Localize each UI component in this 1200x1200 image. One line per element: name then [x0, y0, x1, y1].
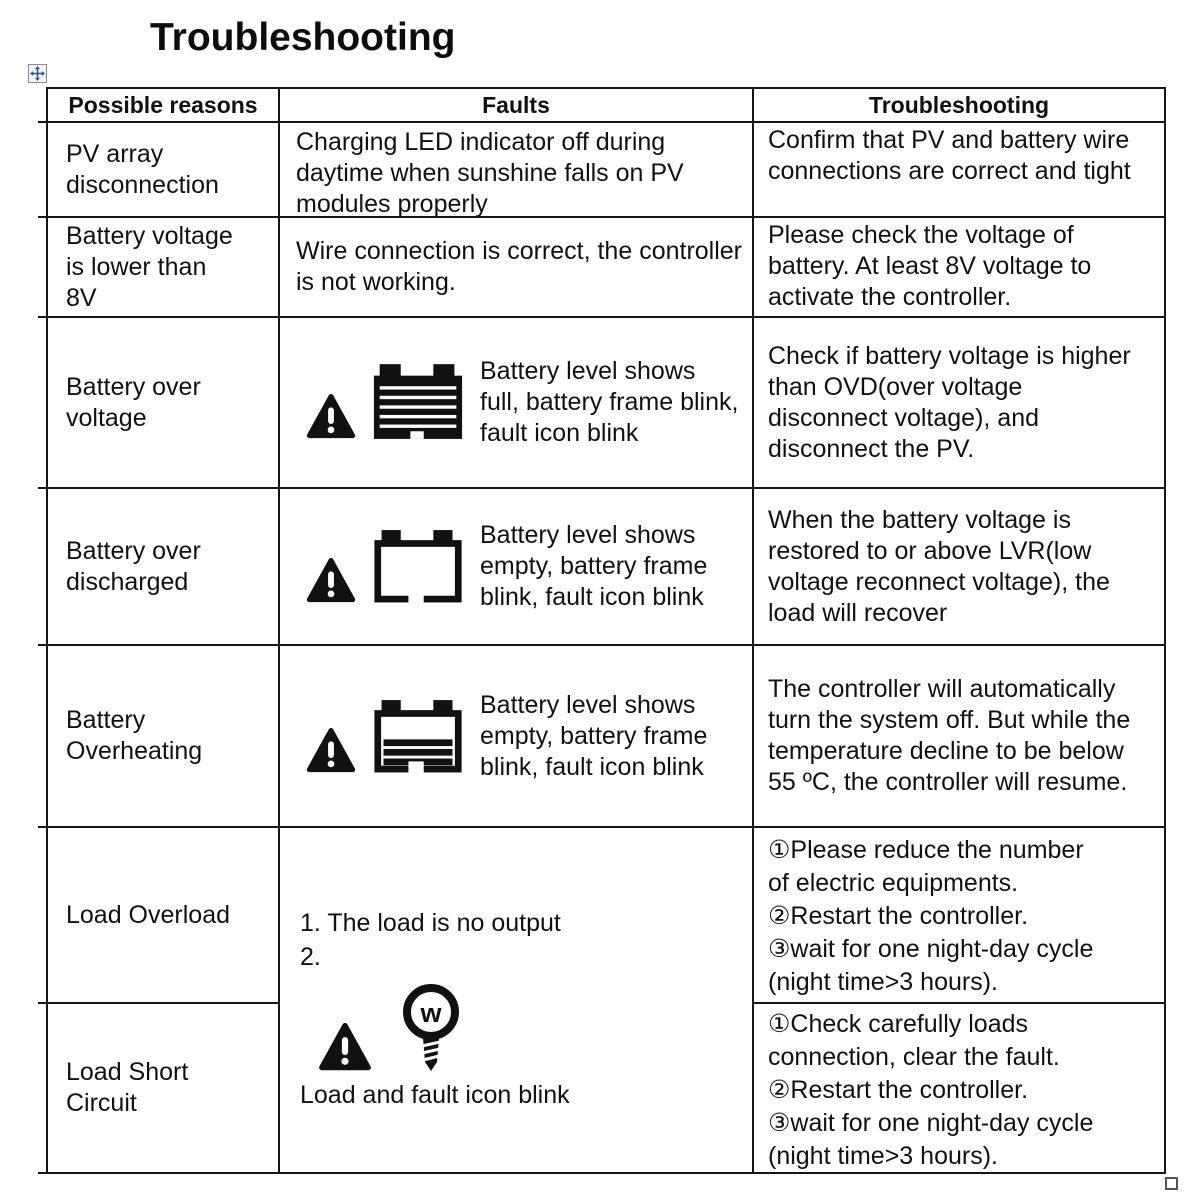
- fault-battery-voltage-low: [280, 218, 754, 318]
- fix-step: ②Restart the controller.: [768, 1076, 1029, 1104]
- warning-icon: [318, 1022, 372, 1072]
- fix-step: ③wait for one night-day cycle: [768, 1109, 1094, 1137]
- reason-text: Battery Overheating: [66, 706, 203, 765]
- warning-icon: [306, 727, 356, 774]
- fault-battery-overheating: [280, 646, 754, 828]
- load-fault-line-2: 2.: [300, 943, 321, 971]
- fix-step: ①Check carefully loads: [768, 1010, 1029, 1038]
- battery-empty-icon: [372, 528, 464, 605]
- fix-load-overload: [754, 828, 1166, 1004]
- move-arrows-icon: [30, 66, 45, 81]
- fix-step: (night time>3 hours).: [768, 1142, 998, 1170]
- fix-battery-voltage-low: Please check the voltage of battery. At least 8V voltage to activate the controller.: [754, 218, 1166, 318]
- reason-text: Load Overload: [66, 900, 231, 929]
- fix-text: The controller will automatically turn the system off. But while the temperature decline to be below 55 ºC, the controller will resume.: [768, 675, 1131, 796]
- fault-battery-over-discharged: [280, 489, 754, 646]
- fix-step: ②Restart the controller.: [768, 902, 1029, 930]
- bulb-letter: w: [420, 998, 442, 1028]
- fix-step: connection, clear the fault.: [768, 1043, 1060, 1071]
- reason-text: PV array disconnection: [66, 139, 219, 199]
- fault-load-merged-cell: [280, 828, 754, 1174]
- fix-step: of electric equipments.: [768, 869, 1019, 897]
- battery-full-icon: [372, 364, 464, 441]
- fault-text: Wire connection is correct, the controller is not working.: [296, 237, 743, 296]
- fix-step: ①Please reduce the number: [768, 836, 1084, 864]
- fix-battery-over-discharged: [754, 489, 1166, 646]
- fix-battery-over-voltage: [754, 318, 1166, 489]
- page-title: Troubleshooting: [150, 16, 456, 59]
- table-resize-handle[interactable]: [1165, 1177, 1178, 1190]
- reason-pv-array-disconnection: [48, 123, 280, 218]
- fault-battery-over-voltage: [280, 318, 754, 489]
- fix-pv-array-disconnection: Confirm that PV and battery wire connections are correct and tight: [754, 123, 1166, 218]
- fault-text: Battery level shows empty, battery frame blink, fault icon blink: [480, 521, 708, 611]
- reason-text: Load Short Circuit: [66, 1058, 189, 1117]
- reason-load-overload: [48, 828, 280, 1004]
- battery-half-icon: [372, 698, 464, 775]
- troubleshooting-table: [46, 87, 1166, 1174]
- fault-text: Battery level shows empty, battery frame blink, fault icon blink: [480, 690, 708, 781]
- fix-load-short-circuit: [754, 1004, 1166, 1174]
- column-header-possible-reasons: Possible reasons: [48, 89, 280, 123]
- reason-text: Battery over discharged: [66, 536, 201, 596]
- column-header-troubleshooting: Troubleshooting: [754, 89, 1166, 123]
- load-bulb-icon: [402, 982, 460, 1074]
- warning-icon: [306, 393, 356, 440]
- fix-step: (night time>3 hours).: [768, 968, 998, 996]
- load-fault-line-1: 1. The load is no output: [300, 909, 561, 937]
- warning-icon: [306, 557, 356, 604]
- fix-text: When the battery voltage is restored to or above LVR(low voltage reconnect voltage), the load will recover: [768, 505, 1110, 627]
- load-fault-caption: Load and fault icon blink: [300, 1081, 570, 1109]
- fault-pv-array-disconnection: Charging LED indicator off during daytime when sunshine falls on PV modules properly: [280, 123, 754, 218]
- reason-battery-overheating: [48, 646, 280, 828]
- fix-text: Check if battery voltage is higher than OVD(over voltage disconnect voltage), and disconnect the PV.: [768, 341, 1131, 463]
- column-header-faults: Faults: [280, 89, 754, 123]
- table-move-handle[interactable]: [28, 64, 47, 83]
- reason-text: Battery voltage is lower than 8V: [66, 221, 233, 312]
- reason-battery-voltage-low: [48, 218, 280, 318]
- fix-step: ③wait for one night-day cycle: [768, 935, 1094, 963]
- reason-battery-over-discharged: [48, 489, 280, 646]
- fault-text: Battery level shows full, battery frame blink, fault icon blink: [480, 357, 739, 447]
- fix-battery-overheating: [754, 646, 1166, 828]
- reason-load-short-circuit: [48, 1004, 280, 1174]
- load-fault-icons: [318, 982, 744, 1074]
- reason-battery-over-voltage: [48, 318, 280, 489]
- reason-text: Battery over voltage: [66, 372, 201, 432]
